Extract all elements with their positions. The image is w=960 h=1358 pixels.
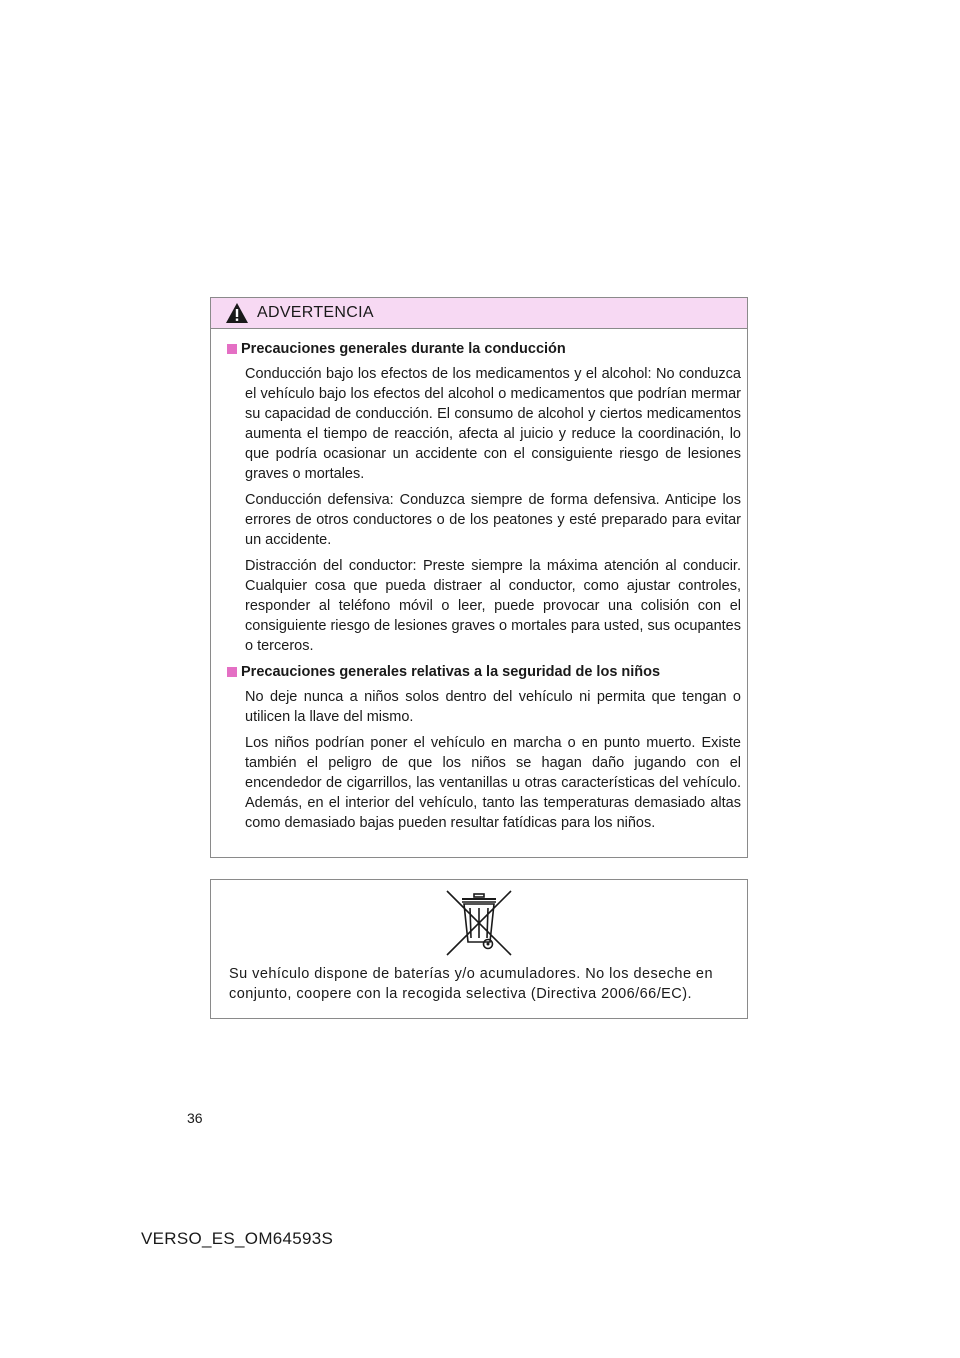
section-heading [227, 339, 741, 359]
section-heading-text: Precauciones generales durante la conducción [241, 341, 566, 357]
paragraph: Los niños podrían poner el vehículo en marcha o en punto muerto. Existe también el peligro de que los niños se hagan daño jugando con el encendedor de cigarrillos, las ventanillas u otras características del vehículo. Además, en el interior del vehículo, tanto las temperaturas demasiado altas como demasiado bajas pueden resultar fatídicas para los niños. [245, 735, 741, 831]
warning-box [210, 297, 748, 858]
paragraph: No deje nunca a niños solos dentro del vehículo ni permita que tengan o utilicen la llave del mismo. [245, 689, 741, 725]
page-number: 36 [187, 1110, 203, 1126]
warning-body [211, 329, 747, 833]
section-heading-text: Precauciones generales relativas a la seguridad de los niños [241, 664, 661, 680]
warning-triangle-icon [225, 302, 249, 324]
crossed-out-wheelie-bin-icon [446, 890, 512, 956]
document-code: VERSO_ES_OM64593S [141, 1229, 334, 1248]
paragraph: Distracción del conductor: Preste siempre la máxima atención al conducir. Cualquier cosa que pueda distraer al conductor, como ajustar controles, responder al teléfono móvil o leer, puede provocar una colisión con el consiguiente riesgo de lesiones graves o mortales para usted, sus ocupantes o terceros. [245, 558, 741, 654]
square-bullet-icon [227, 344, 237, 354]
paragraph: Conducción defensiva: Conduzca siempre de forma defensiva. Anticipe los errores de otros conductores o de los peatones y esté preparado para evitar un accidente. [245, 492, 741, 548]
square-bullet-icon [227, 667, 237, 677]
warning-header [211, 298, 747, 329]
recycling-box [210, 879, 748, 1019]
recycling-text: Su vehículo dispone de baterías y/o acumuladores. No los deseche en conjunto, coopere con la recogida selectiva (Directiva 2006/66/EC). [229, 966, 713, 1002]
warning-title: ADVERTENCIA [257, 304, 374, 321]
section-heading [227, 662, 741, 682]
paragraph: Conducción bajo los efectos de los medicamentos y el alcohol: No conduzca el vehículo bajo los efectos del alcohol o medicamentos que podrían mermar su capacidad de conducción. El consumo de alcohol y ciertos medicamentos aumenta el tiempo de reacción, afecta al juicio y reduce la coordinación, lo que podría ocasionar un accidente con el consiguiente riesgo de lesiones graves o mortales. [245, 366, 741, 482]
